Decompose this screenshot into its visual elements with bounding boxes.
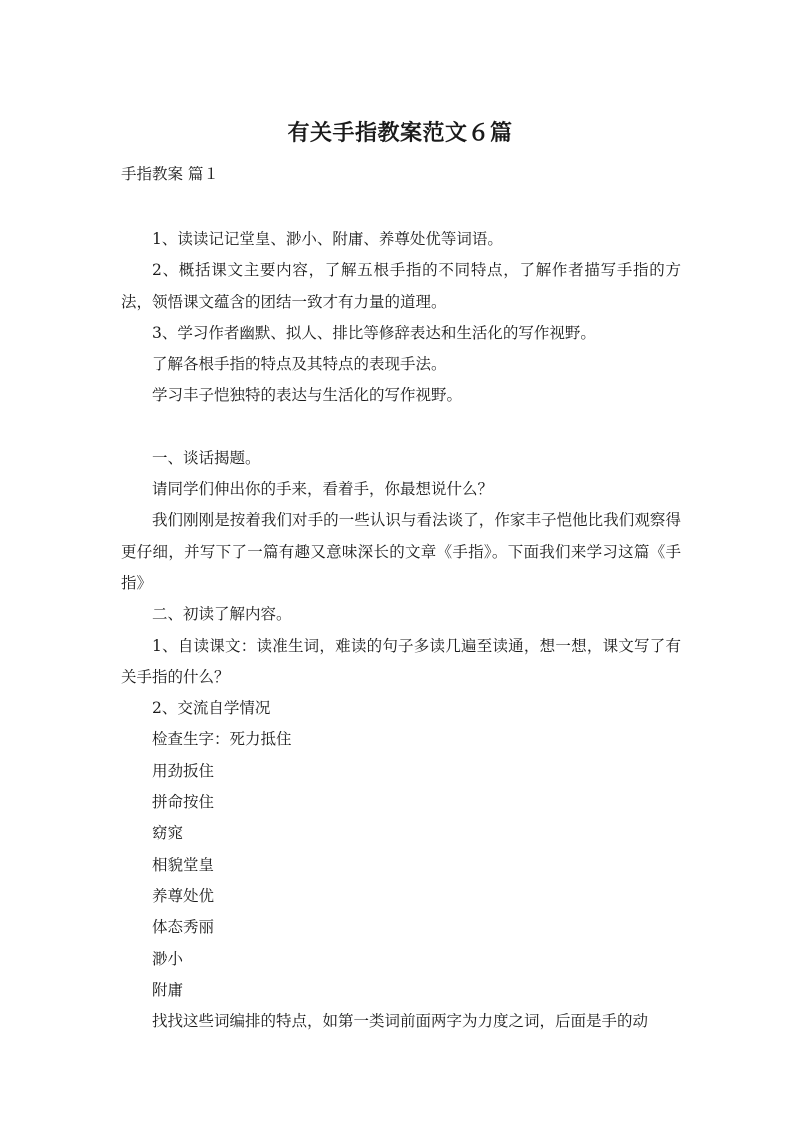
paragraph: 相貌堂皇 <box>152 855 215 874</box>
paragraph: 了解各根手指的特点及其特点的表现手法。 <box>152 355 447 374</box>
paragraph-gap <box>121 412 681 443</box>
paragraph: 1、自读课文：读准生词，难读的句子多读几遍至读通，想一想，课文写了有关手指的什么？ <box>121 636 681 686</box>
paragraph: 找找这些词编排的特点，如第一类词前面两字为力度之词，后面是手的动 <box>152 1012 649 1031</box>
paragraph: 检查生字：死力抵住 <box>152 730 292 749</box>
paragraph: 1、读读记记堂皇、渺小、附庸、养尊处优等词语。 <box>152 230 503 248</box>
paragraph: 学习丰子恺独特的表达与生活化的写作视野。 <box>152 386 463 405</box>
paragraph: 用劲扳住 <box>152 761 215 780</box>
paragraph: 窈窕 <box>152 824 184 843</box>
document-title: 有关手指教案范文６篇 <box>287 121 513 146</box>
paragraph: 养尊处优 <box>152 886 215 905</box>
section-label: 手指教案 篇１ <box>121 165 219 183</box>
paragraph: 2、交流自学情况 <box>152 699 271 718</box>
paragraph: 3、学习作者幽默、拟人、排比等修辞表达和生活化的写作视野。 <box>152 323 596 342</box>
paragraph: 拼命按住 <box>152 793 215 812</box>
paragraph: 二、初读了解内容。 <box>152 605 292 624</box>
paragraph: 一、谈话揭题。 <box>152 448 261 467</box>
document-body <box>121 224 681 1037</box>
paragraph: 请同学们伸出你的手来，看着手，你最想说什么？ <box>152 480 494 499</box>
paragraph: 2、概括课文主要内容，了解五根手指的不同特点，了解作者描写手指的方法，领悟课文蕴含的团结一致才有力量的道理。 <box>121 261 681 311</box>
paragraph: 渺小 <box>152 949 184 968</box>
paragraph: 体态秀丽 <box>152 918 215 937</box>
paragraph: 附庸 <box>152 980 184 999</box>
paragraph: 我们刚刚是按着我们对手的一些认识与看法谈了，作家丰子恺他比我们观察得更仔细，并写下了一篇有趣又意味深长的文章《手指》。下面我们来学习这篇《手指》 <box>121 511 681 592</box>
